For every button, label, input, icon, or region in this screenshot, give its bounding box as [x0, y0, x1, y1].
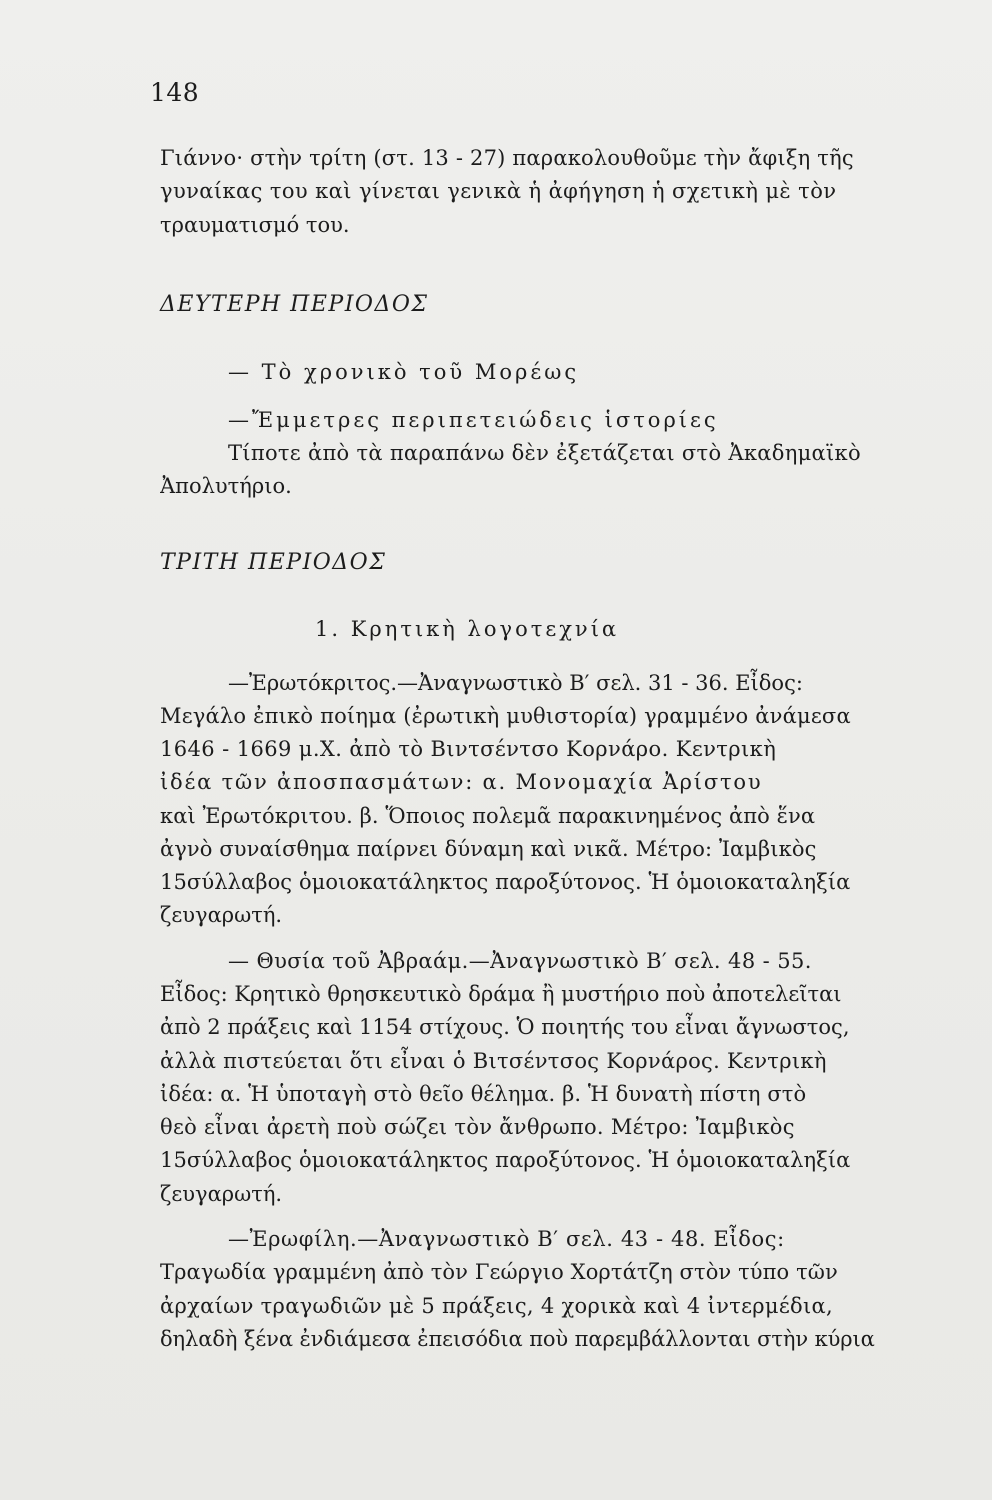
intro-line-2: γυναίκας του καὶ γίνεται γενικὰ ἡ ἀφήγηση ἡ σχετικὴ μὲ τὸν [160, 179, 837, 203]
erotokritos-line-1: —Ἐρωτόκριτος.—Ἀναγνωστικὸ Β′ σελ. 31 - 36. Εἶδος: [228, 671, 803, 695]
erotokritos-line-3: 1646 - 1669 μ.Χ. ἀπὸ τὸ Βιντσέντσο Κορνάρο. Κεντρικὴ [160, 737, 777, 761]
thysia-line-6: θεὸ εἶναι ἀρετὴ ποὺ σώζει τὸν ἄνθρωπο. Μέτρο: Ἰαμβικὸς [160, 1115, 795, 1139]
erofili-line-1: —Ἐρωφίλη.—Ἀναγνωστικὸ Β′ σελ. 43 - 48. Εἶδος: [228, 1227, 785, 1251]
thysia-line-1: — Θυσία τοῦ Ἀβραάμ.—Ἀναγνωστικὸ Β′ σελ. 48 - 55. [228, 949, 812, 973]
subsection-cretan-literature: 1. Κρητικὴ λογοτεχνία [315, 617, 620, 641]
section-heading-third-period: ΤΡΙΤΗ ΠΕΡΙΟΔΟΣ [160, 550, 387, 575]
note-line-2: Ἀπολυτήριο. [160, 474, 292, 498]
erotokritos-line-5: καὶ Ἐρωτόκριτου. β. Ὅποιος πολεμᾶ παρακινημένος ἀπὸ ἕνα [160, 804, 816, 828]
section-heading-second-period: ΔΕΥΤΕΡΗ ΠΕΡΙΟΔΟΣ [160, 292, 429, 317]
erofili-line-3: ἀρχαίων τραγωδιῶν μὲ 5 πράξεις, 4 χορικὰ καὶ 4 ἰντερμέδια, [160, 1294, 833, 1318]
note-line-1: Τίποτε ἀπὸ τὰ παραπάνω δὲν ἐξετάζεται στὸ Ἀκαδημαϊκὸ [228, 441, 861, 465]
item-metrical-adventure-stories: —Ἔμμετρες περιπετειώδεις ἱστορίες [228, 408, 719, 432]
intro-line-3: τραυματισμό του. [160, 213, 350, 237]
erofili-line-4: δηλαδὴ ξένα ἐνδιάμεσα ἐπεισόδια ποὺ παρεμβάλλονται στὴν κύρια [160, 1327, 875, 1351]
thysia-line-7: 15σύλλαβος ὁμοιοκατάληκτος παροξύτονος. Ἡ ὁμοιοκαταληξία [160, 1148, 851, 1172]
erotokritos-line-7: 15σύλλαβος ὁμοιοκατάληκτος παροξύτονος. Ἡ ὁμοιοκαταληξία [160, 870, 851, 894]
erofili-line-2: Τραγωδία γραμμένη ἀπὸ τὸν Γεώργιο Χορτάτζη στὸν τύπο τῶν [160, 1260, 838, 1284]
page-number: 148 [150, 78, 200, 107]
thysia-line-3: ἀπὸ 2 πράξεις καὶ 1154 στίχους. Ὁ ποιητής του εἶναι ἄγνωστος, [160, 1015, 850, 1039]
thysia-line-5: ἰδέα: α. Ἡ ὑποταγὴ στὸ θεῖο θέλημα. β. Ἡ δυνατὴ πίστη στὸ [160, 1082, 807, 1106]
item-chronicle-of-morea: — Τὸ χρονικὸ τοῦ Μορέως [228, 360, 580, 384]
thysia-line-8: ζευγαρωτή. [160, 1182, 283, 1206]
thysia-line-2: Εἶδος: Κρητικὸ θρησκευτικὸ δράμα ἢ μυστήριο ποὺ ἀποτελεῖται [160, 982, 842, 1006]
erotokritos-line-2: Μεγάλο ἐπικὸ ποίημα (ἐρωτικὴ μυθιστορία) γραμμένο ἀνάμεσα [160, 704, 851, 728]
erotokritos-line-4: ἰδέα τῶν ἀποσπασμάτων: α. Μονομαχία Ἀρίστου [160, 770, 763, 794]
erotokritos-line-6: ἀγνὸ συναίσθημα παίρνει δύναμη καὶ νικᾶ. Μέτρο: Ἰαμβικὸς [160, 837, 817, 861]
intro-line-1: Γιάννο· στὴν τρίτη (στ. 13 - 27) παρακολουθοῦμε τὴν ἄφιξη τῆς [160, 146, 854, 170]
thysia-line-4: ἀλλὰ πιστεύεται ὅτι εἶναι ὁ Βιτσέντσος Κορνάρος. Κεντρικὴ [160, 1049, 827, 1073]
erotokritos-line-8: ζευγαρωτή. [160, 903, 283, 927]
